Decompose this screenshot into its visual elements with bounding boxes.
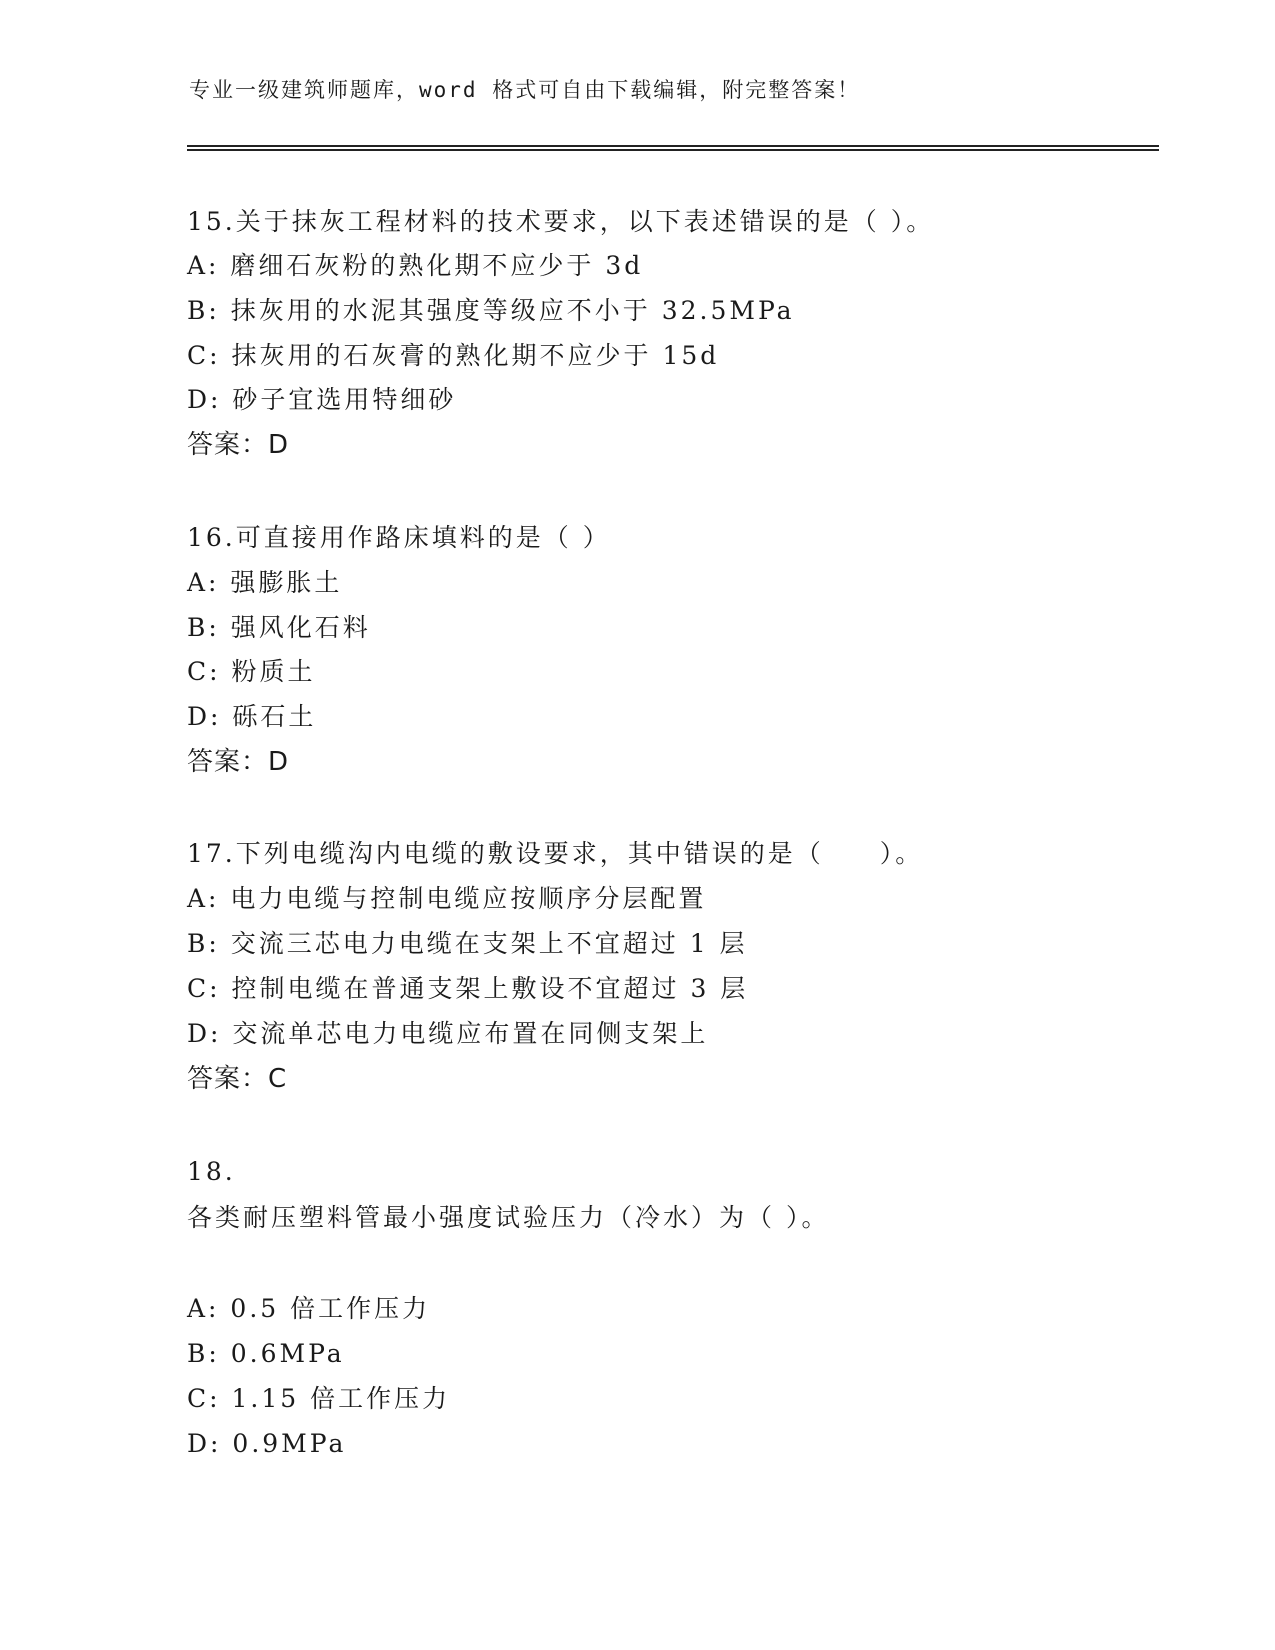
header-divider (187, 145, 1159, 151)
question-stem: 15.关于抹灰工程材料的技术要求，以下表述错误的是（ ）。 (187, 207, 935, 236)
question-stem: 16.可直接用作路床填料的是（ ） (187, 523, 611, 552)
option-d: D: 0.9MPa (187, 1429, 347, 1458)
option-c: C: 抹灰用的石灰膏的熟化期不应少于 15d (187, 341, 720, 370)
option-c: C: 控制电缆在普通支架上敷设不宜超过 3 层 (187, 974, 749, 1003)
question-number: 18. (187, 1157, 236, 1186)
answer: 答案：D (187, 430, 290, 460)
option-d: D: 砾石土 (187, 702, 317, 731)
option-a: A: 电力电缆与控制电缆应按顺序分层配置 (187, 884, 707, 913)
answer: 答案：C (187, 1064, 288, 1094)
option-b: B: 强风化石料 (187, 613, 371, 642)
answer: 答案：D (187, 747, 290, 777)
option-a: A: 0.5 倍工作压力 (187, 1294, 431, 1323)
option-b: B: 0.6MPa (187, 1339, 345, 1368)
question-stem: 各类耐压塑料管最小强度试验压力（冷水）为（ ）。 (187, 1203, 830, 1232)
question-stem: 17.下列电缆沟内电缆的敷设要求，其中错误的是（ ）。 (187, 839, 924, 868)
option-b: B: 交流三芯电力电缆在支架上不宜超过 1 层 (187, 929, 748, 958)
option-c: C: 1.15 倍工作压力 (187, 1384, 451, 1413)
page-header: 专业一级建筑师题库，word 格式可自由下载编辑，附完整答案！ (189, 78, 861, 102)
option-d: D: 砂子宜选用特细砂 (187, 385, 457, 414)
option-a: A: 磨细石灰粉的熟化期不应少于 3d (187, 251, 644, 280)
option-d: D: 交流单芯电力电缆应布置在同侧支架上 (187, 1019, 709, 1048)
option-b: B: 抹灰用的水泥其强度等级应不小于 32.5MPa (187, 296, 795, 325)
option-c: C: 粉质土 (187, 657, 316, 686)
option-a: A: 强膨胀土 (187, 568, 343, 597)
